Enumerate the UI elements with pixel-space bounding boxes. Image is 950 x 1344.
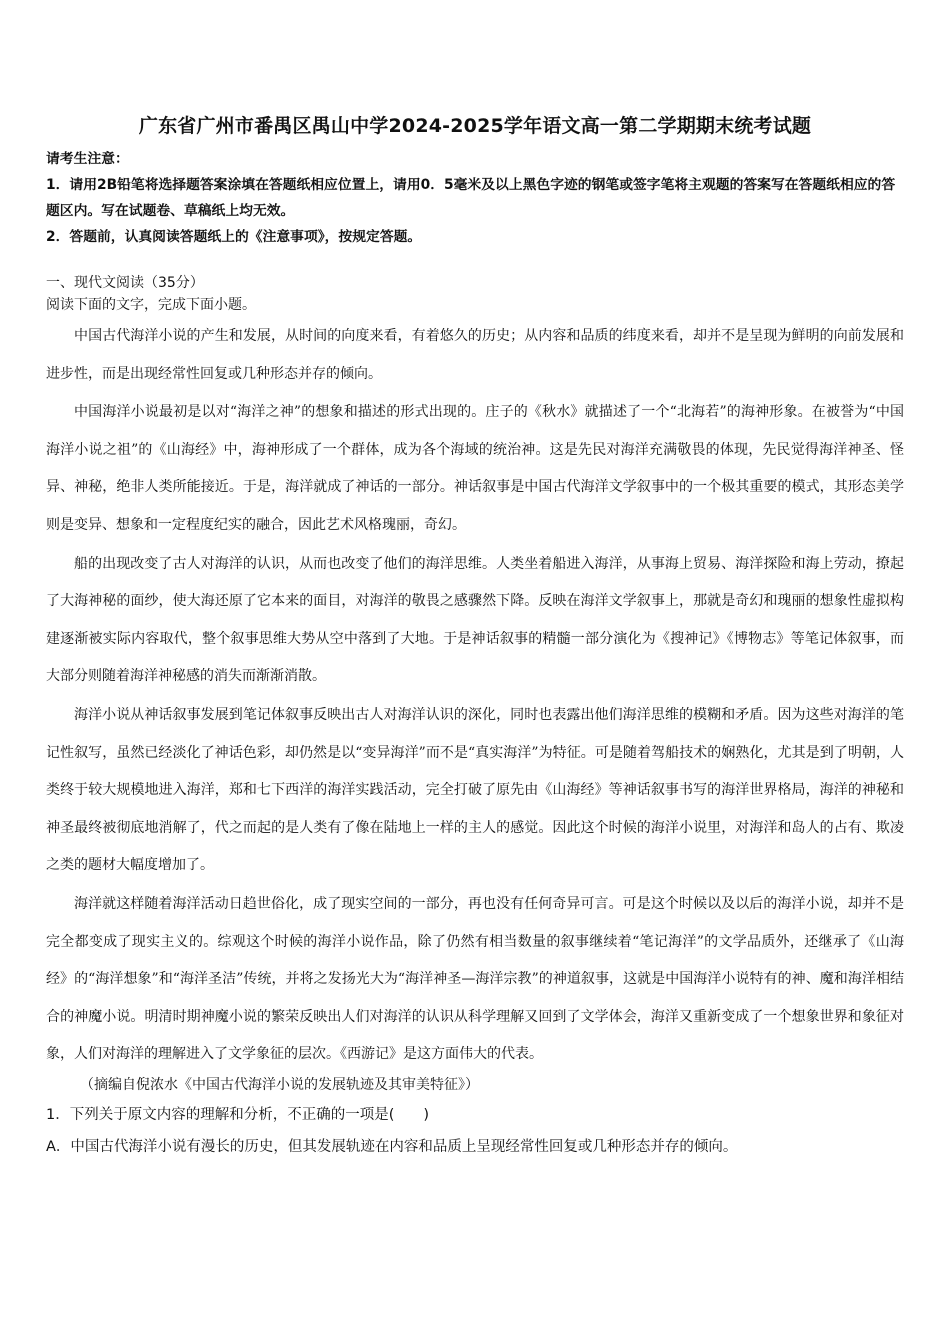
passage-paragraph: 中国海洋小说最初是以对“海洋之神”的想象和描述的形式出现的。庄子的《秋水》就描述了一个“北海若”的海神形象。在被誉为“中国海洋小说之祖”的《山海经》中，海神形成了一个群体，成为各个海域的统治神。这是先民对海洋充满敬畏的体现，先民觉得海洋神圣、怪异、神秘，绝非人类所能接近。于是，海洋就成了神话的一部分。神话叙事是中国古代海洋文学叙事中的一个极其重要的模式，其形态美学则是变异、想象和一定程度纪实的融合，因此艺术风格瑰丽，奇幻。 (46, 404, 904, 533)
section-heading: 一、现代文阅读（35分） (46, 275, 204, 291)
notice-item-2: 2．答题前，认真阅读答题纸上的《注意事项》，按规定答题。 (46, 229, 422, 245)
notice-item-1: 1．请用2B铅笔将选择题答案涂填在答题纸相应位置上，请用0．5毫米及以上黑色字迹的钢笔或签字笔将主观题的答案写在答题纸相应的答题区内。写在试题卷、草稿纸上均无效。 (46, 177, 896, 219)
exam-title: 广东省广州市番禺区禺山中学2024-2025学年语文高一第二学期期末统考试题 (138, 115, 812, 137)
passage-paragraph: 海洋就这样随着海洋活动日趋世俗化，成了现实空间的一部分，再也没有任何奇异可言。可是这个时候以及以后的海洋小说，却并不是完全都变成了现实主义的。综观这个时候的海洋小说作品，除了仍然有相当数量的叙事继续着“笔记海洋”的文学品质外，还继承了《山海经》的“海洋想象”和“海洋圣洁”传统，并将之发扬光大为“海洋神圣—海洋宗教”的神道叙事，这就是中国海洋小说特有的神、魔和海洋相结合的神魔小说。明清时期神魔小说的繁荣反映出人们对海洋的认识从科学理解又回到了文学体会，海洋又重新变成了一个想象世界和象征对象，人们对海洋的理解进入了文学象征的层次。《西游记》是这方面伟大的代表。 (46, 895, 904, 1063)
passage-paragraph: 船的出现改变了古人对海洋的认识，从而也改变了他们的海洋思维。人类坐着船进入海洋，从事海上贸易、海洋探险和海上劳动，撩起了大海神秘的面纱，使大海还原了它本来的面目，对海洋的敬畏之感骤然下降。反映在海洋文学叙事上，那就是奇幻和瑰丽的想象性虚拟构建逐渐被实际内容取代，整个叙事思维大势从空中落到了大地。于是神话叙事的精髓一部分演化为《搜神记》《博物志》等笔记体叙事，而大部分则随着海洋神秘感的消失而渐渐消散。 (46, 555, 904, 685)
reading-passage (46, 318, 904, 1074)
candidate-notice (46, 146, 904, 250)
notice-heading: 请考生注意： (46, 151, 129, 167)
question-1-option-a: A．中国古代海洋小说有漫长的历史，但其发展轨迹在内容和品质上呈现经常性回复或几种形态并存的倾向。 (46, 1138, 738, 1155)
question-1-stem: 1．下列关于原文内容的理解和分析，不正确的一项是( ) (46, 1106, 430, 1123)
passage-paragraph: 中国古代海洋小说的产生和发展，从时间的向度来看，有着悠久的历史；从内容和品质的纬度来看，却并不是呈现为鲜明的向前发展和进步性，而是出现经常性回复或几种形态并存的倾向。 (46, 328, 904, 382)
passage-source: （摘编自倪浓水《中国古代海洋小说的发展轨迹及其审美特征》） (80, 1076, 479, 1093)
passage-paragraph: 海洋小说从神话叙事发展到笔记体叙事反映出古人对海洋认识的深化，同时也表露出他们海洋思维的模糊和矛盾。因为这些对海洋的笔记性叙写，虽然已经淡化了神话色彩，却仍然是以“变异海洋”而不是“真实海洋”为特征。可是随着驾船技术的娴熟化，尤其是到了明朝，人类终于较大规模地进入海洋，郑和七下西洋的海洋实践活动，完全打破了原先由《山海经》等神话叙事书写的海洋世界格局，海洋的神秘和神圣最终被彻底地消解了，代之而起的是人类有了像在陆地上一样的主人的感觉。因此这个时候的海洋小说里，对海洋和岛人的占有、欺凌之类的题材大幅度增加了。 (46, 706, 904, 874)
section-intro: 阅读下面的文字，完成下面小题。 (46, 297, 256, 313)
